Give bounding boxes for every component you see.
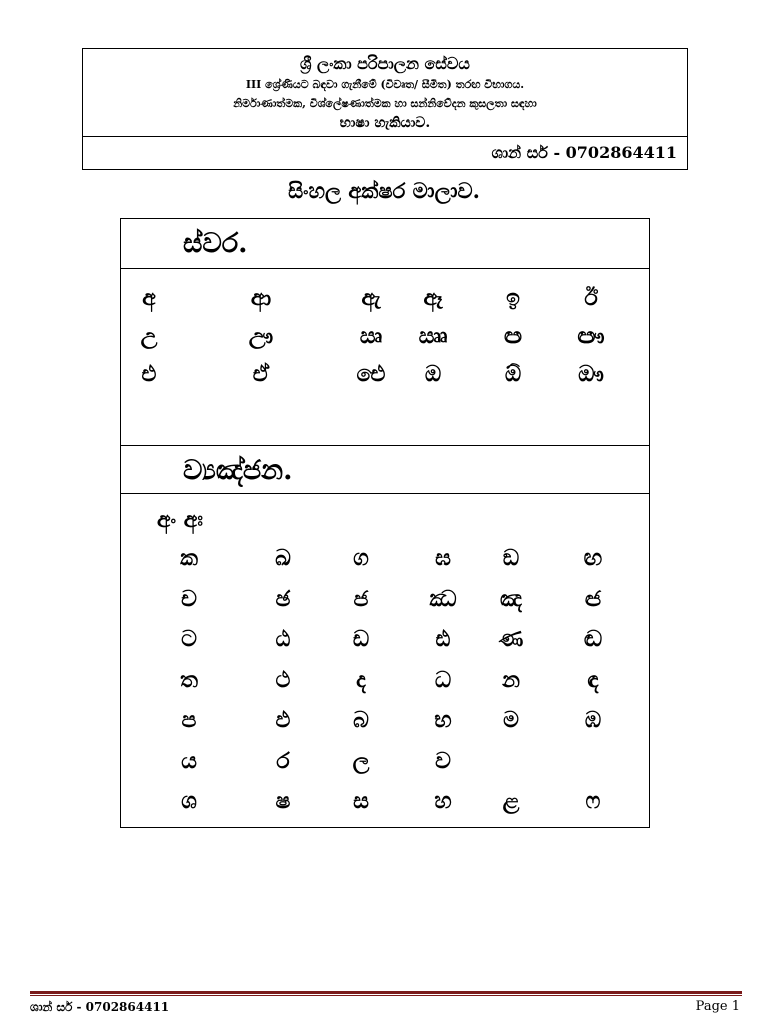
footer-author: ශාන් සර් - 0702864411 [30,1000,170,1014]
consonants-letter: ඩ [352,626,370,652]
vowels-letter: ඍ [359,323,383,349]
consonants-letter: භ [434,707,452,733]
consonants-letter: ර [276,747,290,774]
vowels-letter: ඈ [423,285,443,311]
consonants-letter: ඛ [275,545,291,571]
vowels-letter: උ [140,323,158,349]
vowels-letter: ඓ [356,361,386,387]
vowels-letter: ඕ [504,361,522,387]
vowels-letter: ආ [250,285,272,311]
consonants-letter: ග [353,545,369,571]
header-author: ශාන් සර් - 0702864411 [491,143,677,162]
consonants-letter: ණ [498,626,524,652]
vowels-letter: ඇ [361,285,381,311]
consonants-letter: ශ [181,788,197,814]
consonants-letter: ඨ [275,626,291,652]
consonants-letter: ඵ [275,707,291,733]
consonants-letter: ඳ [587,666,599,693]
consonants-letter: ම [503,707,519,733]
header-box [82,48,688,170]
consonants-heading: ව්‍යඤ්ජන. [121,445,649,494]
consonants-letter: ඟ [583,545,603,571]
consonants-letter: ධ [434,666,452,693]
consonants-letter: ක [180,545,198,571]
consonants-letter: ල [352,747,370,774]
header-title-block [83,49,687,137]
vowels-letter: ඎ [418,323,448,349]
consonants-letter: ස [353,788,369,814]
consonants-letter: ච [181,585,197,612]
vowels-letter: අ [142,285,156,311]
header-skills-line: නිර්මාණාත්මක, විශ්ලේෂණාත්මක හා සන්නිවේදන කුසලතා සඳහා [233,97,537,110]
consonants-letter: ඤ [499,585,523,612]
consonants-letter: ඝ [435,545,451,571]
consonants-letter: හ [434,788,452,814]
consonants-letter: ථ [275,666,291,693]
consonants-letter: ය [181,747,197,774]
consonants-letter: ෂ [275,788,291,814]
vowels-letter: ඒ [252,361,270,387]
header-subject: භාෂා හැකියාව. [339,115,431,131]
consonants-letter: ඞ [502,545,520,571]
vowels-letter: ඐ [577,323,605,349]
vowels-letter: ඊ [584,285,598,311]
consonants-letter: ද [356,666,366,693]
consonants-letter: ඪ [435,626,451,652]
alphabet-table [120,218,650,828]
consonants-letter: ෆ [585,788,601,814]
footer-rule-thin [30,995,742,996]
consonants-letter: ත [180,666,198,693]
consonants-letter: ඡ [275,585,291,612]
consonants-letter: ප [181,707,197,733]
consonants-letter: ව [435,747,451,774]
header-service-name: ශ්‍රී ලංකා පරිපාලන සේවය [300,54,470,73]
consonants-letter: ඹ [584,707,602,733]
vowels-letter: ඌ [248,323,274,349]
consonants-letter: ට [181,626,197,652]
consonants-prefix: අං අඃ [157,507,203,533]
vowels-letter: ඔ [424,361,442,387]
vowels-letter: ඉ [506,285,520,311]
consonants-letter: න [502,666,520,693]
vowels-letter: එ [141,361,157,387]
consonants-letter: ඬ [583,626,603,652]
consonants-letter: බ [353,707,369,733]
vowels-letter: ඏ [504,323,522,349]
consonants-letter: ජ [353,585,369,612]
consonants-letter: ඣ [429,585,457,612]
vowels-letter: ඖ [578,361,604,387]
consonants-letter: ඦ [584,585,602,612]
consonants-letter: ළ [502,788,520,814]
header-exam-name: III ශ්‍රේණියට බඳවා ගැනීමේ (විවෘත/ සීමිත) තරඟ විභාගය. [245,78,525,91]
page-number: Page 1 [695,999,740,1014]
page-title: සිංහල අක්ෂර මාලාව. [288,178,480,203]
footer-rule [30,991,742,994]
vowels-heading: ස්වර. [121,219,649,269]
